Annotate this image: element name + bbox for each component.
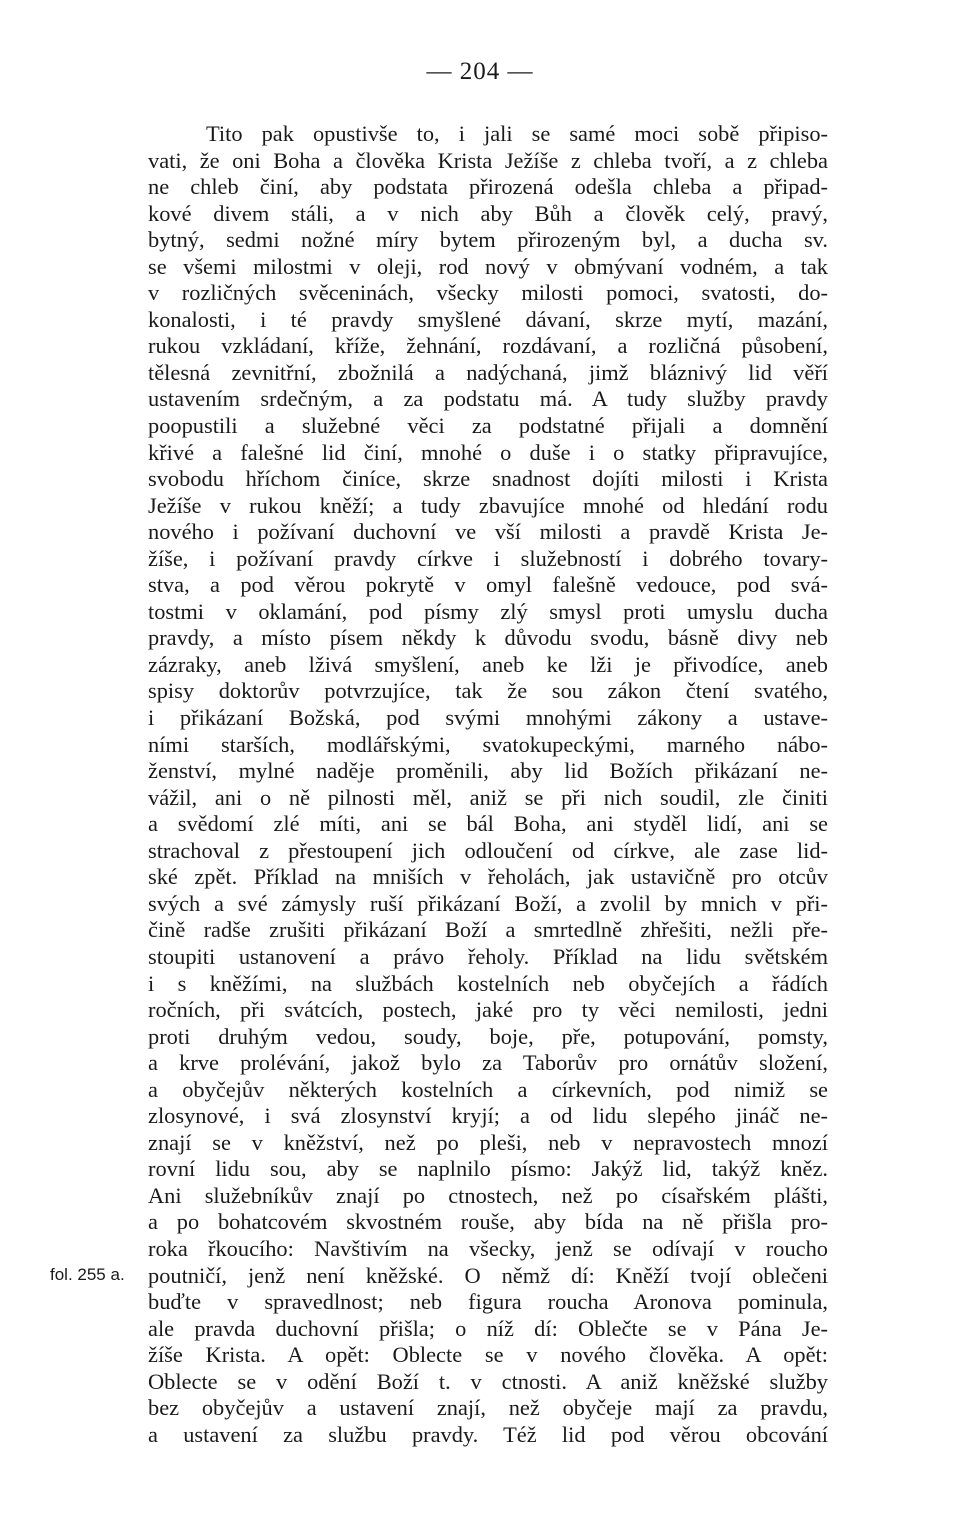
text-line: a po bohatcovém skvostném rouše, aby bída na ně přišla pro- bbox=[148, 1209, 828, 1235]
text-line: kové divem stáli, a v nich aby Bůh a člověk celý, pravý, bbox=[148, 200, 828, 226]
page-number: — 204 — bbox=[426, 58, 534, 85]
text-line: zázraky, aneb lživá smyšlení, aneb ke lži je přivodíce, aneb bbox=[148, 651, 828, 677]
text-line: a obyčejův některých kostelních a církevních, pod nimiž se bbox=[148, 1076, 828, 1102]
text-line: proti druhým vedou, soudy, boje, pře, potupování, pomsty, bbox=[148, 1023, 828, 1049]
text-line: Ježíše v rukou kněží; a tudy zbavujíce mnohé od hledání rodu bbox=[148, 492, 828, 518]
text-line: svých a své zámysly ruší přikázaní Boží, a zvolil by mnich v při- bbox=[148, 890, 828, 916]
text-line: ne chleb činí, aby podstata přirozená odešla chleba a připad- bbox=[148, 174, 828, 200]
text-line: zlosynové, i svá zlosynství kryjí; a od lidu slepého jináč ne- bbox=[148, 1103, 828, 1129]
text-line: tělesná zevnitřní, zbožnilá a nadýchaná, jimž bláznivý lid věří bbox=[148, 359, 828, 385]
text-line: tostmi v oklamání, pod písmy zlý smysl proti umyslu ducha bbox=[148, 598, 828, 624]
text-line: bytný, sedmi nožné míry bytem přirozeným byl, a ducha sv. bbox=[148, 227, 828, 253]
text-line: bez obyčejův a ustavení znají, než obyčeje mají za pravdu, bbox=[148, 1395, 828, 1421]
text-line: ustavením srdečným, a za podstatu má. A tudy služby pravdy bbox=[148, 386, 828, 412]
text-line: poutničí, jenž není kněžské. O němž dí: Kněží tvojí oblečeni bbox=[148, 1262, 828, 1288]
text-line: vati, že oni Boha a člověka Krista Ježíše z chleba tvoří, a z chleba bbox=[148, 147, 828, 173]
text-line: ženství, mylné naděje proměnili, aby lid Božích přikázaní ne- bbox=[148, 758, 828, 784]
text-line: strachoval z přestoupení jich odloučení od církve, ale zase lid- bbox=[148, 837, 828, 863]
text-line: spisy doktorův potvrzujíce, tak že sou zákon čtení svatého, bbox=[148, 678, 828, 704]
text-line: rukou vzkládaní, kříže, žehnání, rozdávaní, a rozličná působení, bbox=[148, 333, 828, 359]
text-line: se všemi milostmi v oleji, rod nový v obmývaní vodném, a tak bbox=[148, 253, 828, 279]
text-line: křivé a falešné lid činí, mnohé o duše i o statky připravujíce, bbox=[148, 439, 828, 465]
text-line: znají se v kněžství, než po pleši, neb v nepravostech mnozí bbox=[148, 1129, 828, 1155]
text-line: stoupiti ustanovení a právo řeholy. Příklad na lidu světském bbox=[148, 943, 828, 969]
text-line: ročních, při svátcích, postech, jaké pro ty věci nemilosti, jedni bbox=[148, 997, 828, 1023]
text-line: stva, a pod věrou pokrytě v omyl falešně vedouce, pod svá- bbox=[148, 572, 828, 598]
text-line: a ustavení za službu pravdy. Též lid pod věrou obcování bbox=[148, 1421, 828, 1447]
text-line: ale pravda duchovní přišla; o níž dí: Oblečte se v Pána Je- bbox=[148, 1315, 828, 1341]
body-text bbox=[148, 121, 828, 1448]
text-line: Ani služebníkův znají po ctnostech, než po císařském plášti, bbox=[148, 1182, 828, 1208]
text-line: a svědomí zlé míti, ani se bál Boha, ani styděl lidí, ani se bbox=[148, 811, 828, 837]
text-line: i přikázaní Božská, pod svými mnohými zákony a ustave- bbox=[148, 705, 828, 731]
text-line: nového i požívaní duchovní ve vší milosti a pravdě Krista Je- bbox=[148, 519, 828, 545]
text-line: svobodu hříchom činíce, skrze snadnost dojíti milosti i Krista bbox=[148, 466, 828, 492]
text-line: rovní lidu sou, aby se naplnilo písmo: Jakýž lid, takýž kněz. bbox=[148, 1156, 828, 1182]
margin-note: fol. 255 a. bbox=[50, 1265, 125, 1284]
text-line: poopustili a služebné věci za podstatné přijali a domnění bbox=[148, 413, 828, 439]
text-line: i s kněžími, na službách kostelních neb obyčejích a řádích bbox=[148, 970, 828, 996]
text-line: ské zpět. Příklad na mniších v řeholách, jak ustavičně pro otcův bbox=[148, 864, 828, 890]
text-line: žíše, i požívaní pravdy církve i služebností i dobrého tovary- bbox=[148, 545, 828, 571]
text-line: buďte v spravedlnost; neb figura roucha Aronova pominula, bbox=[148, 1289, 828, 1315]
text-line: a krve prolévání, jakož bylo za Taborův pro ornátův složení, bbox=[148, 1050, 828, 1076]
text-line: Tito pak opustivše to, i jali se samé moci sobě připiso- bbox=[206, 121, 828, 146]
text-line: pravdy, a místo písem někdy k důvodu svodu, básně divy neb bbox=[148, 625, 828, 651]
text-line: konalosti, i té pravdy smyšlené dávaní, skrze mytí, mazání, bbox=[148, 306, 828, 332]
text-line: ními starších, modlářskými, svatokupeckými, marného nábo- bbox=[148, 731, 828, 757]
text-line: čině radše zrušiti přikázaní Boží a smrtedlně zhřešiti, nežli pře- bbox=[148, 917, 828, 943]
text-line: vážil, ani o ně pilnosti měl, aniž se při nich soudil, zle činiti bbox=[148, 784, 828, 810]
text-line: roka řkoucího: Navštivím na všecky, jenž se odívají v roucho bbox=[148, 1235, 828, 1261]
text-line: v rozličných svěceninách, všecky milosti pomoci, svatosti, do- bbox=[148, 280, 828, 306]
text-line: Oblecte se v odění Boží t. v ctnosti. A aniž kněžské služby bbox=[148, 1368, 828, 1394]
text-line: žíše Krista. A opět: Oblecte se v nového člověka. A opět: bbox=[148, 1342, 828, 1368]
